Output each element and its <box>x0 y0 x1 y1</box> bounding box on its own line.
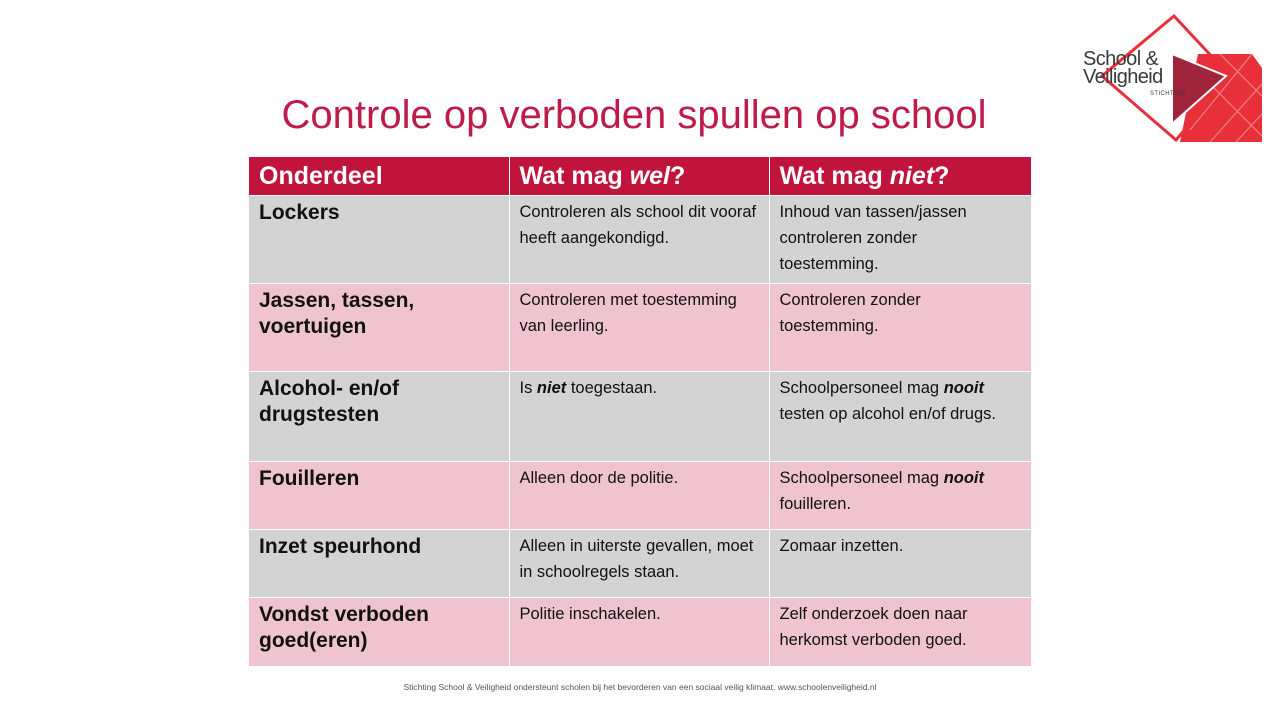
row-part: Inzet speurhond <box>249 530 509 598</box>
row-niet: Schoolpersoneel mag nooit testen op alcohol en/of drugs. <box>769 372 1031 462</box>
row-wel: Controleren als school dit vooraf heeft aangekondigd. <box>509 196 769 284</box>
header-niet: Wat mag niet? <box>769 157 1031 196</box>
row-niet: Inhoud van tassen/jassen controleren zonder toestemming. <box>769 196 1031 284</box>
row-part: Alcohol- en/of drugstesten <box>249 372 509 462</box>
row-wel: Alleen in uiterste gevallen, moet in schoolregels staan. <box>509 530 769 598</box>
row-part: Lockers <box>249 196 509 284</box>
footer-text: Stichting School & Veiligheid ondersteunt scholen bij het bevorderen van een sociaal veilig klimaat. www.schoolenveiligheid.nl <box>403 682 877 692</box>
table-row <box>249 530 1031 598</box>
slide-title: Controle op verboden spullen op school <box>281 93 987 137</box>
row-niet: Schoolpersoneel mag nooit fouilleren. <box>769 462 1031 530</box>
logo-line-2: Veiligheid <box>1083 66 1163 88</box>
row-part: Vondst verboden goed(eren) <box>249 598 509 666</box>
table-row <box>249 196 1031 284</box>
logo-line-3: STICHTING <box>1150 91 1186 97</box>
row-niet: Controleren zonder toestemming. <box>769 284 1031 372</box>
row-wel: Politie inschakelen. <box>509 598 769 666</box>
row-niet: Zelf onderzoek doen naar herkomst verboden goed. <box>769 598 1031 666</box>
table-row <box>249 462 1031 530</box>
header-wel: Wat mag wel? <box>509 157 769 196</box>
row-part: Fouilleren <box>249 462 509 530</box>
table-row <box>249 284 1031 372</box>
row-wel: Alleen door de politie. <box>509 462 769 530</box>
table-row <box>249 372 1031 462</box>
row-wel: Is niet toegestaan. <box>509 372 769 462</box>
row-wel: Controleren met toestemming van leerling. <box>509 284 769 372</box>
header-onderdeel: Onderdeel <box>249 157 509 196</box>
table-header-row <box>249 157 1031 196</box>
row-niet: Zomaar inzetten. <box>769 530 1031 598</box>
rules-table <box>249 157 1032 666</box>
table-row <box>249 598 1031 666</box>
row-part: Jassen, tassen, voertuigen <box>249 284 509 372</box>
logo-line-1: School & <box>1083 48 1159 70</box>
